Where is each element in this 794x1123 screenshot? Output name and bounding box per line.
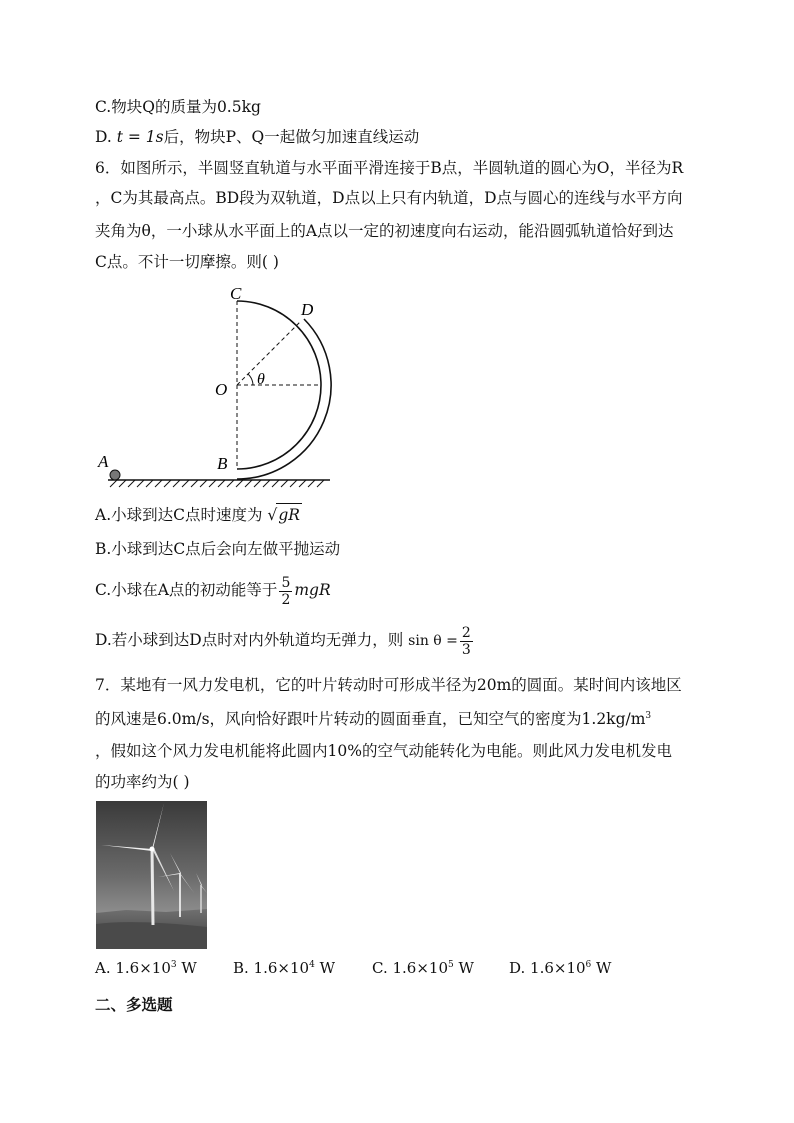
sqrt-radicand: gR — [276, 503, 302, 526]
q7-option-a-exp: 3 — [170, 960, 177, 970]
q7-option-d — [509, 959, 611, 977]
q6-stem-line-3: 夹角为θ，一小球从水平面上的A点以一定的初速度向右运动，能沿圆弧轨道恰好到达 — [95, 222, 674, 240]
q7-option-b-unit: W — [314, 959, 335, 977]
q6-option-b: B.小球到达C点后会向左做平抛运动 — [95, 540, 341, 558]
sin-theta-expression: sin θ = — [408, 633, 458, 649]
q6-stem-line-4: C点。不计一切摩擦。则( ) — [95, 253, 279, 271]
fraction-five-halves — [279, 575, 292, 608]
ground-hatching — [110, 480, 324, 487]
q5-option-d — [95, 126, 419, 148]
label-a: A — [98, 452, 109, 471]
q7-option-c — [372, 959, 474, 977]
q6-track-figure — [90, 280, 350, 495]
q7-option-a-unit: W — [176, 959, 197, 977]
q5-option-d-prefix: D. — [95, 128, 117, 146]
q7-stem-line-2 — [95, 705, 651, 730]
q7-option-a-label: A. 1.6×10 — [95, 959, 171, 977]
q7-stem-line-1: 7．某地有一风力发电机，它的叶片转动时可形成半径为20m的圆面。某时间内该地区 — [95, 676, 682, 694]
fraction-numerator: 5 — [281, 574, 291, 591]
q5-option-d-time: t = 1s — [116, 128, 164, 146]
q6-stem-line-1: 6．如图所示，半圆竖直轨道与水平面平滑连接于B点，半圆轨道的圆心为O，半径为R — [95, 159, 684, 177]
wind-turbine-photo — [96, 801, 207, 949]
fraction-two-thirds — [460, 625, 473, 658]
q7-option-c-exp: 5 — [448, 960, 454, 970]
q7-option-c-label: C. 1.6×10 — [372, 959, 448, 977]
theta-angle-arc — [248, 374, 253, 385]
label-c: C — [230, 284, 242, 303]
fraction-denominator: 3 — [461, 641, 471, 658]
q7-option-b-label: B. 1.6×10 — [233, 959, 310, 977]
q6-option-c — [95, 574, 331, 608]
q7-option-a — [95, 959, 197, 977]
q7-stem-line-3: ，假如这个风力发电机能将此圆内10%的空气动能转化为电能。则此风力发电机发电 — [95, 742, 672, 760]
q7-option-d-unit: W — [591, 959, 612, 977]
q7-option-d-label: D. 1.6×10 — [509, 959, 586, 977]
q6-option-c-text: C.小球在A点的初动能等于 — [95, 581, 278, 599]
q7-stem-line-4: 的功率约为( ) — [95, 773, 190, 791]
q6-option-d — [95, 624, 475, 658]
label-b: B — [217, 454, 228, 473]
fraction-denominator: 2 — [281, 591, 291, 608]
section-heading: 二、多选题 — [95, 996, 173, 1014]
q6-option-a — [95, 503, 302, 526]
q6-stem-line-2: ，C为其最高点。BD段为双轨道，D点以上只有内轨道，D点与圆心的连线与水平方向 — [95, 189, 683, 207]
ball — [110, 470, 120, 480]
q7-option-c-unit: W — [453, 959, 474, 977]
q5-option-d-rest: 后，物块P、Q一起做匀加速直线运动 — [163, 128, 420, 146]
label-o: O — [215, 380, 228, 399]
q7-density-exponent: 3 — [645, 711, 652, 721]
q5-option-c: C.物块Q的质量为0.5kg — [95, 98, 261, 116]
fraction-numerator: 2 — [461, 624, 471, 641]
q6-option-d-text: D.若小球到达D点时对内外轨道均无弹力，则 — [95, 631, 404, 649]
label-theta: θ — [257, 371, 265, 388]
radius-od — [237, 322, 300, 385]
sqrt-expression: √gR — [267, 506, 301, 524]
q7-option-d-exp: 6 — [585, 960, 592, 970]
q7-option-b-exp: 4 — [309, 960, 315, 970]
q6-option-c-tail: mgR — [294, 581, 331, 599]
q6-option-a-text: A.小球到达C点时速度为 — [95, 506, 263, 524]
q7-option-b — [233, 959, 335, 977]
q7-stem-line-2-text: 的风速是6.0m/s，风向恰好跟叶片转动的圆面垂直，已知空气的密度为1.2kg/m — [95, 710, 646, 729]
label-d: D — [301, 300, 314, 319]
